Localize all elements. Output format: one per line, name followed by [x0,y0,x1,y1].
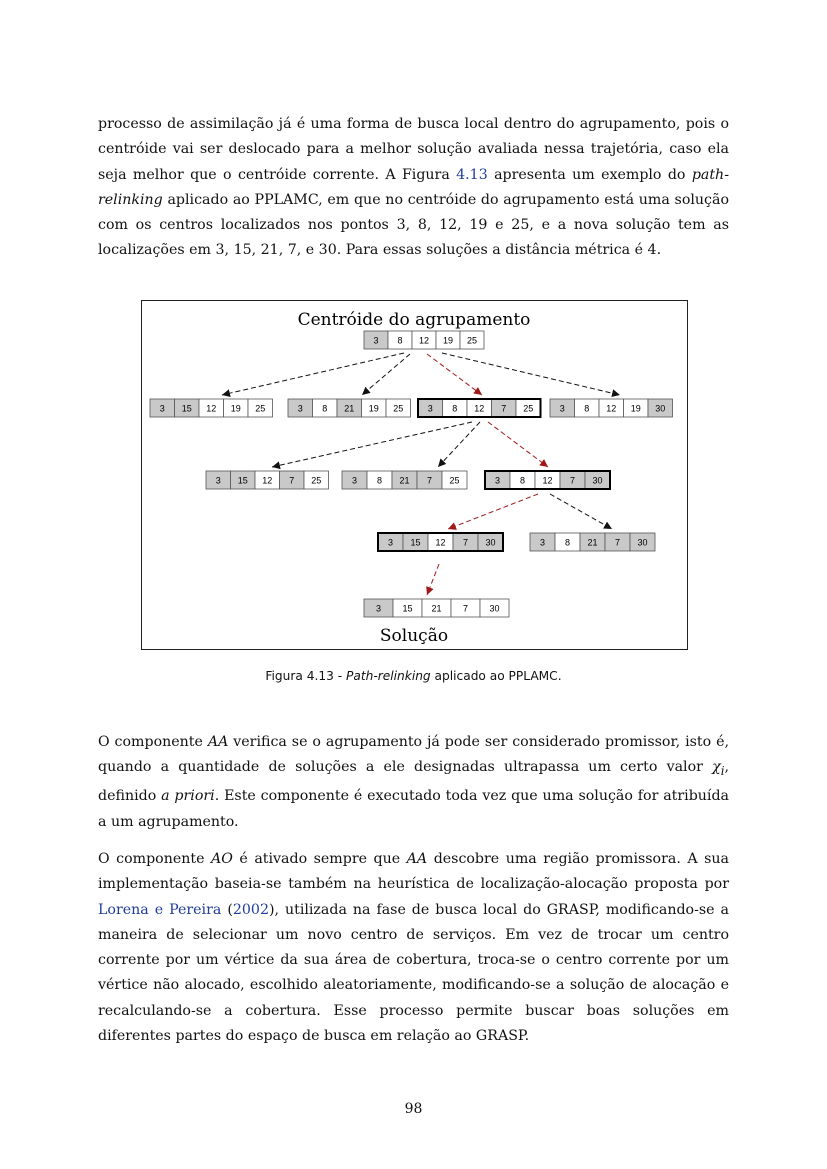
paragraph-1 [98,112,729,264]
solution-vector [418,399,541,417]
cell-value: 3 [559,403,565,414]
cell-value: 3 [351,475,358,486]
solution-vector [150,399,273,417]
solution-vector [342,471,467,489]
solution-vector [550,399,673,417]
cell-value: 7 [614,537,621,548]
path-arrow [488,422,548,467]
cell-value: 3 [373,335,379,346]
path-arrow [427,564,439,595]
cell-value: 21 [587,537,598,548]
p2-text-c: , definido [98,759,729,805]
figure-caption [0,669,827,683]
cell-value: 15 [181,403,192,414]
solution-vector [206,471,329,489]
cell-value: 19 [630,403,641,414]
p2-text-a: O componente [98,734,208,750]
cell-value: 7 [426,475,433,486]
cell-value: 30 [637,537,648,548]
path-arrow [448,494,538,529]
cell-value: 3 [215,475,221,486]
cell-value: 8 [564,537,571,548]
cell-value: 12 [262,475,273,486]
cell-value: 7 [289,475,295,486]
path-arrow [362,354,410,395]
cell-value: 3 [539,537,546,548]
solution-vector [378,533,503,551]
cell-value: 21 [344,403,355,414]
cell-value: 8 [322,403,328,414]
cell-value: 19 [230,403,241,414]
p1-text-a: processo de assimilação já é uma forma de busca local dentro do agrupamento, pois o centróide vai ser deslocado para a melhor solução avaliada nessa trajetória, caso ela seja melhor que o centróide corrente. A Figura [98,116,729,183]
cell-value: 12 [418,335,430,346]
caption-suffix: aplicado ao PPLAMC. [430,669,562,683]
solution-vector [485,471,610,489]
cell-value: 19 [442,335,454,346]
p3-emphasis-aa: AA [406,851,428,867]
p2-emphasis-apriori: a priori [161,788,215,805]
p3-text-c: descobre uma região promissora. A sua implementação baseia-se também na heurística de localização-alocação proposta por [98,851,729,893]
cell-value: 15 [237,475,248,486]
page-number: 98 [404,1101,423,1117]
p3-text-e: ), utilizada na fase de busca local do GRASP, modificando-se a maneira de selecionar um novo centro de serviços. Em vez de trocar um centro corrente por um vértice da sua área de cobertura, troca-se o centro corrente por um vértice não alocado, escolhido aleatoriamente, modificando-se a solução de alocação e recalculando-se a cobertura. Esse processo permite buscar boas soluções em diferentes partes do espaço de busca em relação ao GRASP. [98,901,729,1045]
cell-value: 30 [655,403,666,414]
cell-value: 25 [311,475,322,486]
path-arrow [222,353,404,395]
path-arrow [272,422,472,467]
cell-value: 12 [474,403,485,414]
cell-value: 21 [399,475,410,486]
cell-value: 12 [435,537,446,548]
cell-value: 19 [368,403,379,414]
cell-value: 12 [206,403,217,414]
cell-value: 30 [592,475,603,486]
p1-text-b: apresenta um exemplo do [487,166,692,183]
cell-value: 8 [397,335,403,346]
cell-value: 7 [462,603,469,614]
cell-value: 8 [452,403,458,414]
p3-text-b: é ativado sempre que [232,851,407,867]
paragraph-3 [98,847,729,1049]
solution-vector [530,533,655,551]
path-arrow [438,422,480,467]
cell-value: 8 [519,475,526,486]
path-arrow [550,494,612,529]
cell-value: 8 [584,403,590,414]
cell-value: 25 [523,403,534,414]
p1-emphasis: path-relinking [98,166,729,208]
path-relinking-figure [141,300,688,650]
cell-value: 3 [375,603,382,614]
chi-subscript: i [720,764,725,779]
solution-vector [364,331,484,349]
cell-value: 15 [410,537,421,548]
path-arrow [442,353,620,395]
cell-value: 30 [485,537,496,548]
cell-value: 3 [427,403,433,414]
figure-title: Centróide do agrupamento [297,310,531,330]
paragraph-2 [98,730,729,835]
cell-value: 15 [402,603,413,614]
caption-emphasis: Path-relinking [346,669,431,683]
cell-value: 3 [494,475,501,486]
p2-emphasis-aa: AA [207,734,229,750]
cell-value: 3 [159,403,165,414]
p2-text-d: . Este componente é executado toda vez que uma solução for atribuída a um agrupamento. [98,788,729,830]
cell-value: 3 [387,537,394,548]
solution-vector [364,599,509,617]
cell-value: 25 [393,403,404,414]
cell-value: 3 [297,403,303,414]
p1-text-c: aplicado ao PPLAMC, em que no centróide do agrupamento está uma solução com os centros localizados nos pontos 3, 8, 12, 19 e 25, e a nova solução tem as localizações em 3, 15, 21, 7, e 30. Para essas soluções a distância métrica é 4. [98,191,729,259]
cell-value: 30 [489,603,500,614]
p3-text-a: O componente [98,851,211,867]
cell-value: 25 [466,335,478,346]
solution-label: Solução [379,626,449,646]
figure-ref-link[interactable]: 4.13 [456,166,488,183]
cell-value: 7 [569,475,576,486]
citation-authors-link[interactable]: Lorena e Pereira [98,901,222,918]
cell-value: 25 [449,475,460,486]
cell-value: 7 [462,537,469,548]
cell-value: 21 [431,603,442,614]
solution-vector [288,399,411,417]
p3-emphasis-ao: AO [211,851,233,867]
cell-value: 8 [376,475,383,486]
cell-value: 25 [255,403,266,414]
p2-text-b: verifica se o agrupamento já pode ser considerado promissor, isto é, quando a quantidade de soluções a ele designadas ultrapassa um certo valor [98,734,729,776]
cell-value: 12 [606,403,617,414]
citation-year-link[interactable]: 2002 [232,901,269,918]
chi-symbol: χ [712,759,721,776]
cell-value: 7 [501,403,507,414]
p3-text-d: ( [221,901,233,918]
caption-prefix: Figura 4.13 - [265,669,347,683]
cell-value: 12 [542,475,553,486]
figure-diagram [142,301,687,649]
